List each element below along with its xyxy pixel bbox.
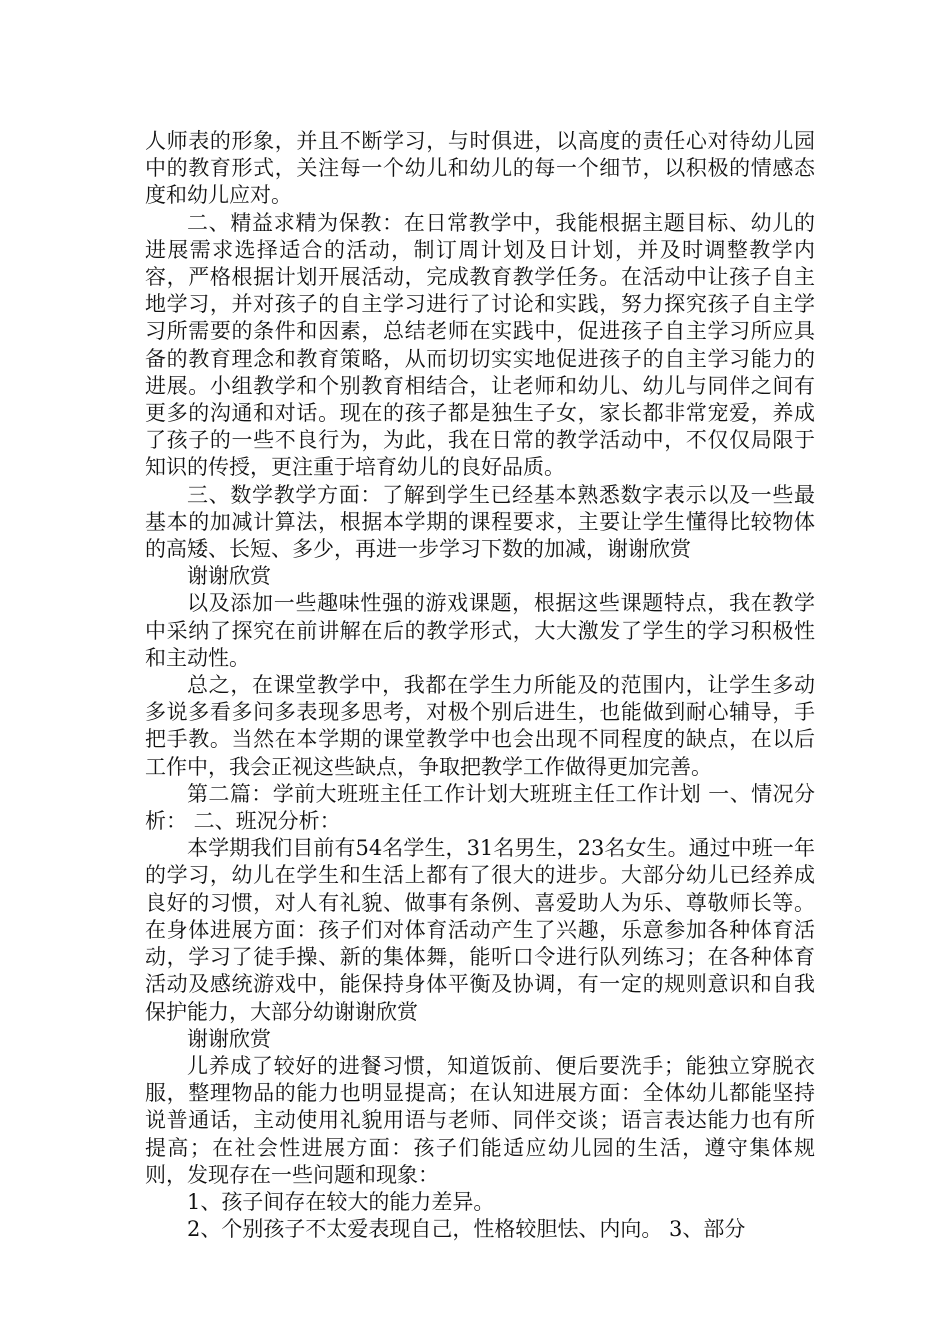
paragraph-part-two-heading: 第二篇：学前大班班主任工作计划大班班主任工作计划 一、情况分析： 二、班况分析： <box>145 781 815 834</box>
paragraph-thanks-note: 谢谢欣赏 <box>187 564 271 589</box>
paragraph-games: 以及添加一些趣味性强的游戏课题，根据这些课题特点，我在教学中采纳了探究在前讲解在后的教学形式，大大激发了学生的学习积极性和主动性。 <box>145 591 815 670</box>
paragraph-habits: 儿养成了较好的进餐习惯，知道饭前、便后要洗手；能独立穿脱衣服，整理物品的能力也明显提高；在认知进展方面：全体幼儿都能坚持说普通话，主动使用礼貌用语与老师、同伴交谈；语言表达能力也有所提高；在社会性进展方面：孩子们能适应幼儿园的生活，遵守集体规则，发现存在一些问题和现象： <box>145 1053 815 1187</box>
paragraph-summary: 总之，在课堂教学中，我都在学生力所能及的范围内，让学生多动多说多看多问多表现多思考，对极个别后进生，也能做到耐心辅导，手把手教。当然在本学期的课堂教学中也会出现不同程度的缺点，在以后工作中，我会正视这些缺点，争取把教学工作做得更加完善。 <box>145 673 815 779</box>
paragraph-thanks-note: 谢谢欣赏 <box>187 1026 271 1051</box>
paragraph-class-status: 本学期我们目前有54名学生，31名男生，23名女生。通过中班一年的学习，幼儿在学生和生活上都有了很大的进步。大部分幼儿已经养成良好的习惯，对人有礼貌、做事有条例、喜爱助人为乐、尊敬师长等。在身体进展方面：孩子们对体育活动产生了兴趣，乐意参加各种体育活动，学习了徒手操、新的集体舞，能听口令进行队列练习；在各种体育活动及感统游戏中，能保持身体平衡及协调，有一定的规则意识和自我保护能力，大部分幼谢谢欣赏 <box>145 836 815 1024</box>
list-item: 2、个别孩子不太爱表现自己，性格较胆怯、内向。 3、部分 <box>187 1217 746 1242</box>
paragraph-section-two: 二、精益求精为保教：在日常教学中，我能根据主题目标、幼儿的进展需求选择适合的活动，制订周计划及日计划，并及时调整教学内容，严格根据计划开展活动，完成教育教学任务。在活动中让孩子自主地学习，并对孩子的自主学习进行了讨论和实践，努力探究孩子自主学习所需要的条件和因素，总结老师在实践中，促进孩子自主学习所应具备的教育理念和教育策略，从而切切实实地促进孩子的自主学习能力的进展。小组教学和个别教育相结合，让老师和幼儿、幼儿与同伴之间有更多的沟通和对话。现在的孩子都是独生子女，家长都非常宠爱，养成了孩子的一些不良行为，为此，我在日常的教学活动中，不仅仅局限于知识的传授，更注重于培育幼儿的良好品质。 <box>145 210 815 480</box>
paragraph-continued: 人师表的形象，并且不断学习，与时俱进，以高度的责任心对待幼儿园中的教育形式，关注每一个幼儿和幼儿的每一个细节，以积极的情感态度和幼儿应对。 <box>145 129 815 208</box>
document-body <box>145 128 815 1243</box>
list-item: 1、孩子间存在较大的能力差异。 <box>187 1189 495 1214</box>
paragraph-section-three: 三、数学教学方面：了解到学生已经基本熟悉数字表示以及一些最基本的加减计算法，根据本学期的课程要求，主要让学生懂得比较物体的高矮、长短、多少，再进一步学习下数的加减，谢谢欣赏 <box>145 482 815 562</box>
